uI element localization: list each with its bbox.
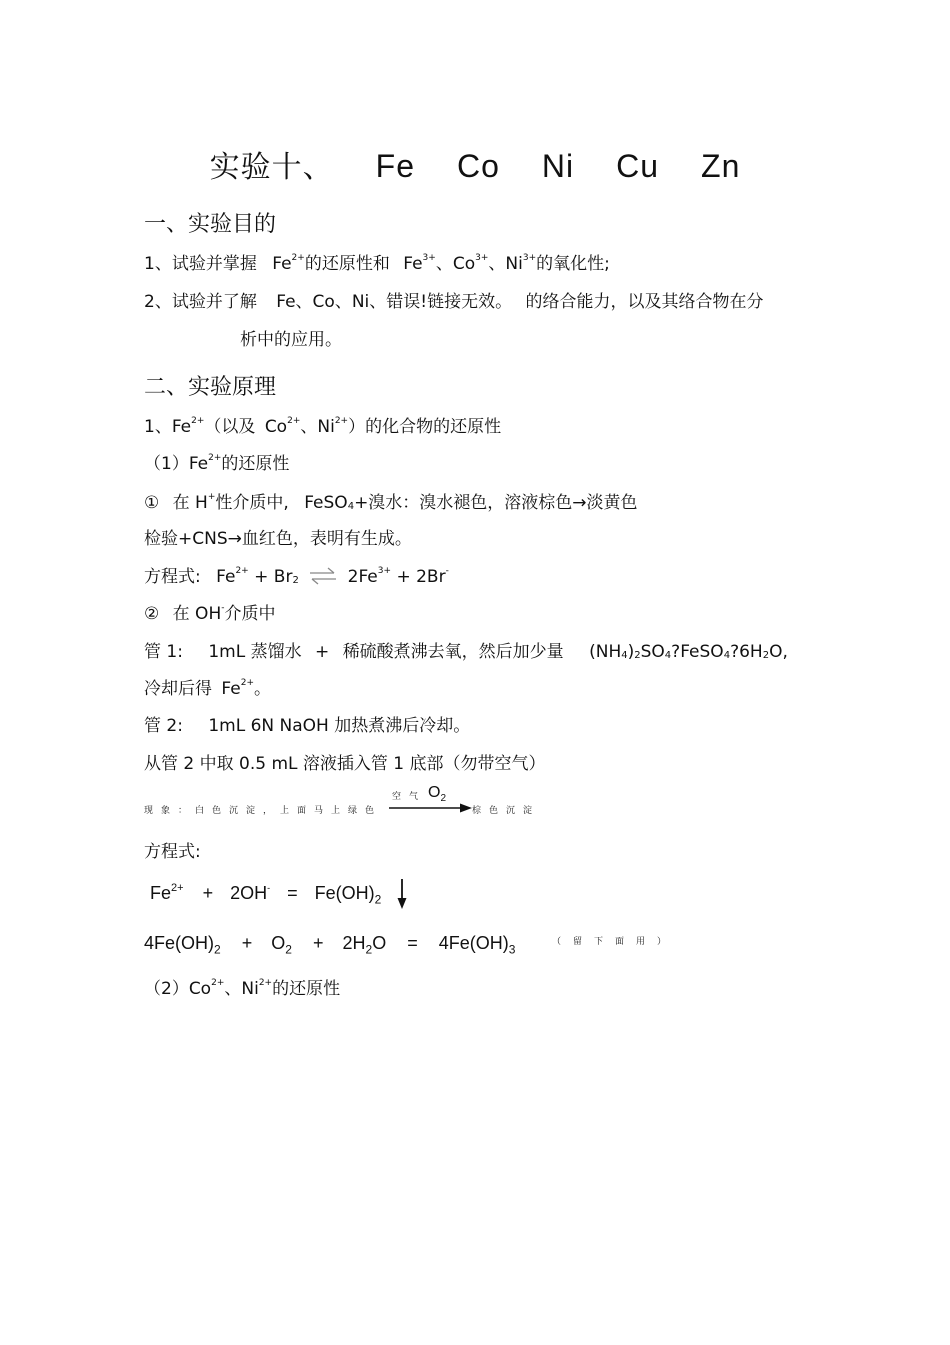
text: Fe: [221, 679, 241, 699]
text: 、Co: [435, 254, 476, 274]
purpose-item-1: [144, 249, 610, 274]
circled-number: ①: [144, 493, 160, 513]
text: 性介质中,: [215, 493, 289, 513]
subscript: 3: [508, 942, 516, 957]
text: 在 H: [172, 493, 208, 513]
superscript: 2+: [235, 566, 249, 576]
phenomenon-right: 棕色沉淀: [472, 806, 541, 816]
superscript: -: [221, 603, 225, 613]
text: SO: [640, 642, 665, 662]
text: Fe: [403, 254, 423, 274]
subscript: 2: [762, 650, 770, 661]
superscript: 2+: [287, 416, 301, 426]
text: O: [372, 933, 387, 953]
superscript: +: [207, 492, 216, 502]
text: 的氧化性;: [536, 254, 610, 274]
superscript: 2+: [291, 253, 305, 263]
text: O,: [769, 642, 788, 662]
text: O: [428, 784, 441, 801]
subscript: 2: [374, 892, 382, 907]
superscript: 2+: [258, 978, 273, 988]
principle-sub-1: [144, 412, 501, 437]
superscript: -: [267, 883, 271, 893]
text: 1、试验并掌握: [144, 254, 257, 274]
title-prefix: 实验十、: [209, 150, 334, 185]
text: +: [202, 883, 214, 903]
text: ): [627, 642, 635, 662]
text: + 2Br: [396, 567, 446, 587]
precipitate-arrow-icon: [396, 878, 408, 910]
equation-3: [144, 933, 515, 957]
superscript: 2+: [211, 978, 225, 988]
text: （2）Co: [144, 979, 212, 999]
text: 方程式:: [144, 567, 201, 587]
equation-3-note: （留下面用）: [552, 937, 679, 947]
section-heading-principle: 二、实验原理: [144, 375, 277, 400]
text: 管 1:: [144, 642, 183, 662]
section-heading-purpose: 一、实验目的: [144, 212, 277, 237]
subscript: 4: [664, 650, 672, 661]
text: Fe(OH): [314, 883, 375, 903]
title-element-ni: Ni: [541, 148, 575, 184]
superscript: 2+: [208, 453, 222, 463]
subscript: 2: [292, 575, 299, 586]
text: （1）Fe: [144, 454, 209, 474]
step-base-medium: [144, 599, 275, 624]
subscript: 2: [214, 942, 221, 957]
text: Fe: [216, 567, 236, 587]
subscript: 4: [347, 501, 355, 512]
title-element-cu: Cu: [616, 148, 660, 184]
phenomenon-air-label: 空气: [392, 792, 427, 802]
superscript: 3+: [475, 253, 489, 263]
page-title: [0, 142, 950, 186]
title-element-co: Co: [456, 148, 500, 184]
text: Co: [264, 417, 288, 437]
text: FeSO: [304, 493, 348, 513]
text: +: [241, 933, 253, 953]
text: 2Fe: [347, 567, 378, 587]
text: =: [407, 933, 418, 953]
text: 2OH: [230, 883, 268, 903]
text: 冷却后得: [144, 679, 212, 699]
superscript: 3+: [422, 253, 436, 263]
transfer-line: 从管 2 中取 0.5 mL 溶液插入管 1 底部（勿带空气）: [144, 754, 546, 774]
text: 的还原性: [272, 979, 341, 999]
equation-2: [150, 882, 381, 907]
text: ?FeSO: [671, 642, 724, 662]
equation-label: 方程式:: [144, 842, 201, 862]
title-element-zn: Zn: [701, 148, 741, 184]
superscript: 3+: [522, 253, 537, 263]
text: Fe: [272, 254, 292, 274]
superscript: 2+: [171, 882, 184, 894]
text: 。: [254, 679, 271, 699]
step-acid-medium: [144, 488, 638, 513]
text: 的还原性: [221, 454, 290, 474]
text: 1mL 6N NaOH 加热煮沸后冷却。: [208, 716, 471, 736]
broken-link-text: Fe、Co、Ni、错误!链接无效。: [276, 292, 513, 312]
text: 1mL 蒸馏水: [208, 642, 302, 662]
superscript: 3+: [377, 566, 392, 576]
superscript: -: [445, 566, 449, 576]
tube-2-line: [144, 711, 470, 736]
equation-1: [144, 562, 449, 587]
text: + Br: [254, 567, 293, 587]
reaction-arrow-icon: [388, 802, 472, 814]
subscript: 2: [440, 793, 447, 805]
subscript: 4: [621, 650, 628, 661]
superscript: 2+: [334, 416, 349, 426]
circled-number: ②: [144, 604, 160, 624]
text: 、Ni: [488, 254, 523, 274]
text: +: [312, 933, 324, 953]
text: ）的化合物的还原性: [348, 417, 502, 437]
text: 1、Fe: [144, 417, 192, 437]
text: 2H: [342, 933, 366, 953]
text: Fe: [150, 883, 172, 903]
check-line: 检验+CNS→血红色，表明有生成。: [144, 529, 412, 549]
phenomenon-left: 现象：白色沉淀，上面马上绿色: [144, 806, 383, 816]
text: (NH: [589, 642, 622, 662]
text: （以及: [204, 417, 256, 437]
text: 稀硫酸煮沸去氧，然后加少量: [342, 642, 564, 662]
subscript: 2: [285, 942, 292, 957]
text: 、Ni: [224, 979, 259, 999]
purpose-item-2-continued: 析中的应用。: [240, 330, 342, 350]
text: 2、试验并了解: [144, 292, 257, 312]
text: 的络合能力，以及其络合物在分: [525, 292, 764, 312]
text: +溴水：溴水褪色，溶液棕色→淡黄色: [354, 493, 638, 513]
superscript: 2+: [240, 678, 254, 688]
superscript: 2+: [191, 416, 205, 426]
text: 在 OH: [172, 604, 222, 624]
equilibrium-arrow-icon: [308, 566, 338, 586]
title-element-fe: Fe: [375, 148, 415, 184]
principle-sub-1-2: [144, 974, 340, 999]
tube-1-line: [144, 637, 788, 662]
subscript: 2: [634, 650, 641, 661]
text: 4Fe(OH): [438, 933, 509, 953]
text: O: [271, 933, 286, 953]
tube-1-cool-line: [144, 674, 271, 699]
text: ?6H: [730, 642, 763, 662]
principle-sub-1-1: [144, 449, 289, 474]
subscript: 4: [723, 650, 731, 661]
text: 介质中: [224, 604, 276, 624]
purpose-item-2: [144, 287, 763, 312]
text: +: [315, 642, 330, 662]
text: 管 2:: [144, 716, 183, 736]
subscript: 2: [365, 942, 373, 957]
text: 的还原性和: [304, 254, 390, 274]
text: 、Ni: [300, 417, 335, 437]
text: =: [287, 883, 298, 903]
text: 4Fe(OH): [144, 933, 215, 953]
